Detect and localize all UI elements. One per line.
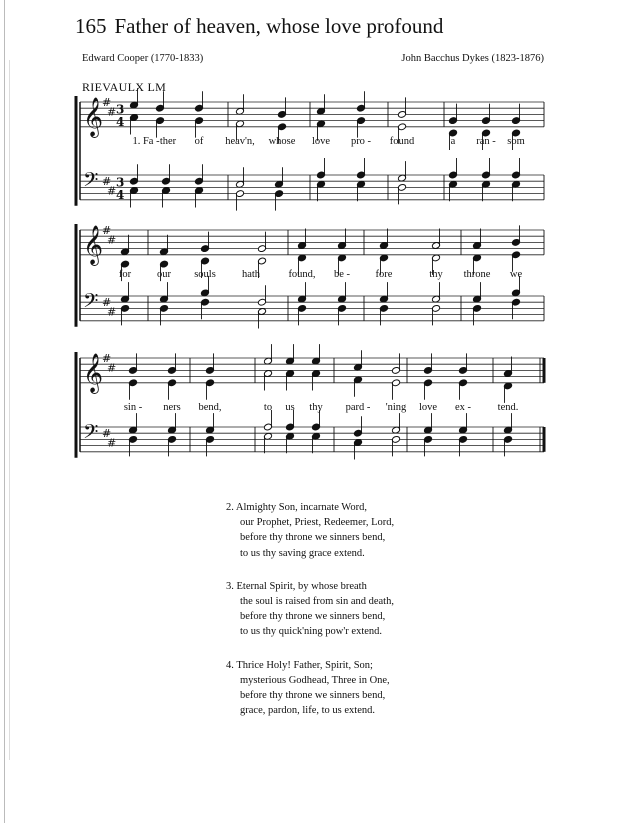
lyrics-system-1 (0, 136, 640, 150)
verse-line: before thy throne we sinners bend, (240, 532, 386, 544)
lyric-syllable: be - (333, 269, 351, 280)
verse-number: 2. (226, 502, 234, 513)
lyric-syllable: som (507, 136, 525, 147)
lyric-syllable: thy (309, 402, 323, 413)
key-signature-sharp: # (107, 305, 117, 319)
verse-line: before thy throne we sinners bend, (240, 690, 386, 702)
verse-line (226, 658, 394, 673)
verse-line: mysterious Godhead, Three in One, (240, 674, 390, 686)
lyric-syllable: tend. (497, 402, 519, 413)
lyric-syllable: sin - (123, 402, 143, 413)
key-signature-sharp: # (107, 233, 117, 247)
verse-number: 4. (226, 659, 234, 671)
key-signature-sharp: # (107, 105, 117, 119)
lyric-syllable: whose (268, 136, 296, 147)
verse-3 (226, 579, 394, 640)
verse-line: to us thy saving grace extend. (240, 547, 365, 559)
treble-clef: 𝄞 (83, 225, 104, 266)
lyric-syllable: us (285, 402, 295, 413)
time-signature-numerator: 3 (116, 102, 125, 117)
time-signature-denominator: 4 (116, 114, 125, 129)
verse-line: our Prophet, Priest, Redeemer, Lord, (240, 517, 395, 529)
lyric-syllable: a (450, 136, 456, 147)
verse-line-text: Eternal Spirit, by whose breath (236, 580, 367, 592)
lyric-syllable: to (263, 402, 273, 413)
lyric-syllable: hath (241, 269, 261, 280)
lyrics-system-2 (0, 269, 640, 283)
lyric-syllable: love (418, 402, 438, 413)
lyric-syllable: thy (429, 269, 443, 280)
hymn-number: 165 (75, 14, 107, 38)
lyric-syllable: ex - (454, 402, 472, 413)
time-signature-numerator: 3 (116, 175, 125, 190)
lyric-syllable: we (509, 269, 523, 280)
verse-line (226, 579, 394, 594)
verse-line: to us thy quick'ning pow'r extend. (240, 626, 383, 638)
key-signature-sharp: # (107, 436, 117, 450)
key-signature-sharp: # (107, 184, 117, 198)
key-signature-sharp: # (107, 361, 117, 375)
key-signature-sharp: # (102, 427, 112, 441)
tune-name: RIEVAULX LM (82, 80, 167, 94)
lyric-syllable: found (389, 136, 415, 147)
verse-line (226, 500, 394, 515)
lyric-syllable: found, (288, 269, 316, 280)
lyric-syllable: pard - (345, 402, 371, 413)
lyric-syllable: ners (163, 402, 181, 413)
bass-clef: 𝄢 (83, 288, 99, 317)
key-signature-sharp: # (102, 175, 112, 189)
verse-2 (226, 500, 394, 561)
verse-line-text: Almighty Son, incarnate Word, (235, 502, 367, 513)
lyric-syllable: for (118, 269, 132, 280)
lyrics-system-3 (0, 402, 640, 416)
bass-clef: 𝄢 (83, 419, 99, 448)
lyric-syllable: pro - (350, 136, 372, 147)
time-signature-denominator: 4 (116, 187, 125, 202)
verse-number: 3. (226, 580, 234, 592)
lyric-syllable: bend, (198, 402, 222, 413)
treble-clef: 𝄞 (83, 97, 104, 138)
lyric-syllable: 'ning (385, 402, 407, 413)
lyric-syllable: our (157, 269, 171, 280)
lyric-syllable: souls (194, 269, 216, 280)
music-composer: John Bacchus Dykes (1823-1876) (401, 53, 544, 64)
hymn-title: Father of heaven, whose love profound (114, 14, 444, 38)
lyric-syllable: ran - (476, 136, 496, 147)
lyric-syllable: ther (159, 136, 177, 147)
lyric-syllable: fore (375, 269, 393, 280)
lyric-syllable: of (194, 136, 204, 147)
lyric-syllable: 1. Fa - (132, 136, 160, 147)
key-signature-sharp: # (102, 296, 112, 310)
key-signature-sharp: # (102, 96, 112, 109)
verse-4 (226, 658, 394, 719)
verse-line: before thy throne we sinners bend, (240, 611, 386, 623)
words-author: Edward Cooper (1770-1833) (82, 53, 204, 64)
treble-clef: 𝄞 (83, 353, 104, 394)
verse-line-text: Thrice Holy! Father, Spirit, Son; (236, 659, 373, 671)
lyric-syllable: love (311, 136, 331, 147)
additional-verses (226, 500, 394, 736)
lyric-syllable: heav'n, (225, 136, 255, 147)
verse-line: grace, pardon, life, to us extend. (240, 705, 375, 717)
verse-line: the soul is raised from sin and death, (240, 596, 394, 608)
key-signature-sharp: # (102, 224, 112, 237)
bass-clef: 𝄢 (83, 167, 99, 196)
key-signature-sharp: # (102, 352, 112, 365)
lyric-syllable: throne (463, 269, 491, 280)
